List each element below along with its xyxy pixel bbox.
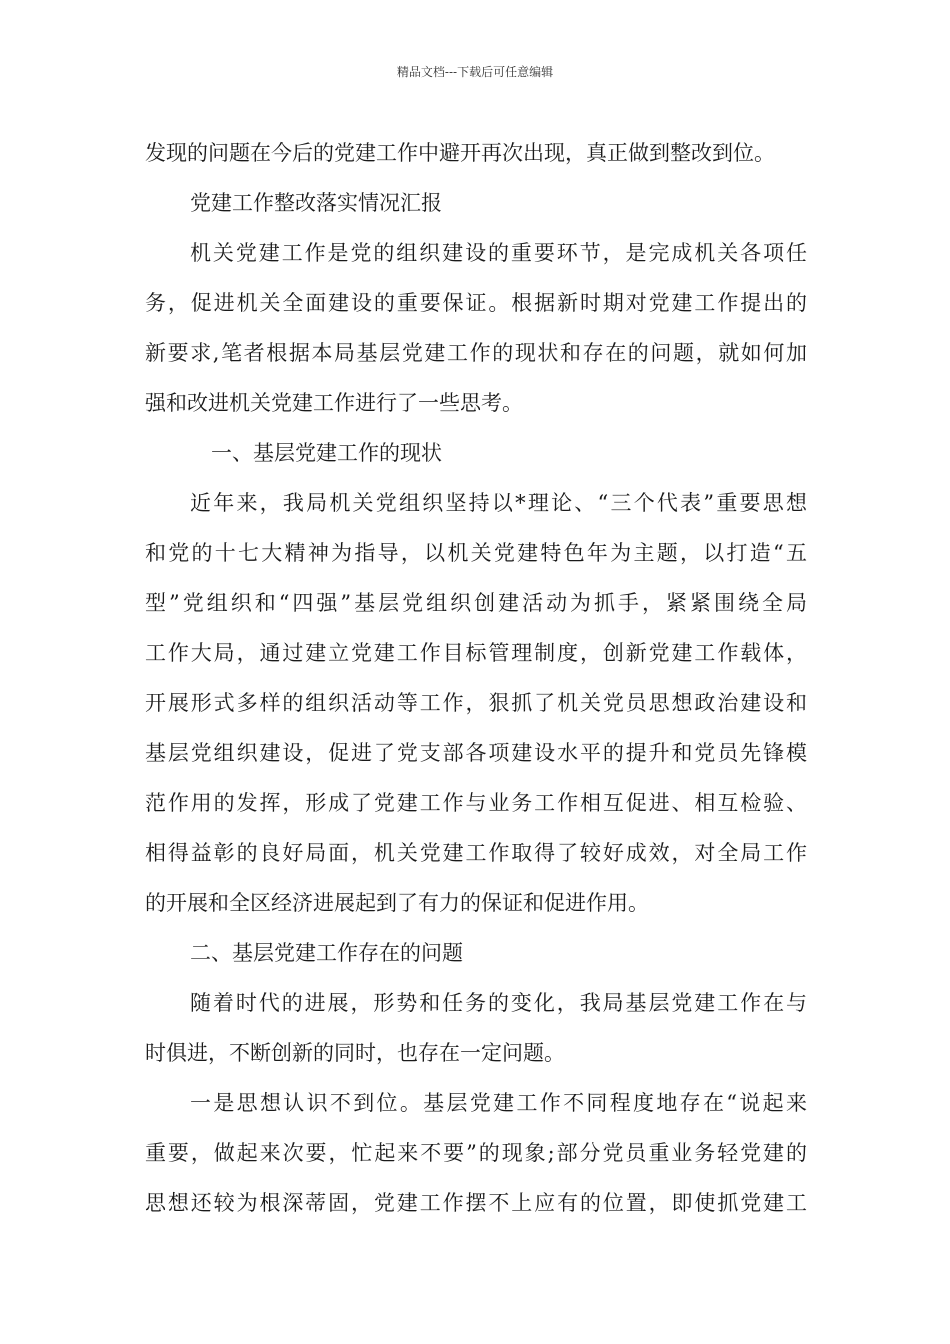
paragraph-line: 时俱进，不断创新的同时，也存在一定问题。 (145, 1041, 565, 1065)
section-title: 党建工作整改落实情况汇报 (190, 191, 442, 215)
paragraph-line: 近年来，我局机关党组织坚持以*理论、“三个代表”重要思想 (190, 491, 807, 515)
document-body (145, 128, 807, 1228)
paragraph-line: 思想还较为根深蒂固，党建工作摆不上应有的位置，即使抓党建工 (145, 1191, 807, 1215)
paragraph-line: 开展形式多样的组织活动等工作，狠抓了机关党员思想政治建设和 (145, 691, 807, 715)
section-heading: 二、基层党建工作存在的问题 (190, 941, 463, 965)
paragraph-line: 一是思想认识不到位。基层党建工作不同程度地存在“说起来 (190, 1091, 807, 1115)
paragraph-line: 随着时代的进展，形势和任务的变化，我局基层党建工作在与 (190, 991, 807, 1015)
paragraph-line: 和党的十七大精神为指导，以机关党建特色年为主题，以打造“五 (145, 541, 807, 565)
paragraph-line: 机关党建工作是党的组织建设的重要环节，是完成机关各项任 (190, 241, 807, 265)
paragraph-line: 基层党组织建设，促进了党支部各项建设水平的提升和党员先锋模 (145, 741, 807, 765)
paragraph-line: 工作大局，通过建立党建工作目标管理制度，创新党建工作载体， (145, 641, 807, 665)
paragraph-line: 务，促进机关全面建设的重要保证。根据新时期对党建工作提出的 (145, 291, 807, 315)
paragraph-line: 重要，做起来次要，忙起来不要”的现象;部分党员重业务轻党建的 (145, 1141, 807, 1165)
paragraph-line: 的开展和全区经济进展起到了有力的保证和促进作用。 (145, 891, 649, 915)
paragraph-line: 发现的问题在今后的党建工作中避开再次出现，真正做到整改到位。 (145, 141, 775, 165)
paragraph-line: 强和改进机关党建工作进行了一些思考。 (145, 391, 523, 415)
section-heading: 一、基层党建工作的现状 (211, 441, 442, 465)
paragraph-line: 范作用的发挥，形成了党建工作与业务工作相互促进、相互检验、 (145, 791, 807, 815)
paragraph-line: 相得益彰的良好局面，机关党建工作取得了较好成效，对全局工作 (145, 841, 807, 865)
page-header: 精品文档---下载后可任意编辑 (396, 65, 554, 79)
paragraph-line: 型”党组织和“四强”基层党组织创建活动为抓手，紧紧围绕全局 (145, 591, 807, 615)
paragraph-line: 新要求,笔者根据本局基层党建工作的现状和存在的问题，就如何加 (145, 341, 807, 365)
